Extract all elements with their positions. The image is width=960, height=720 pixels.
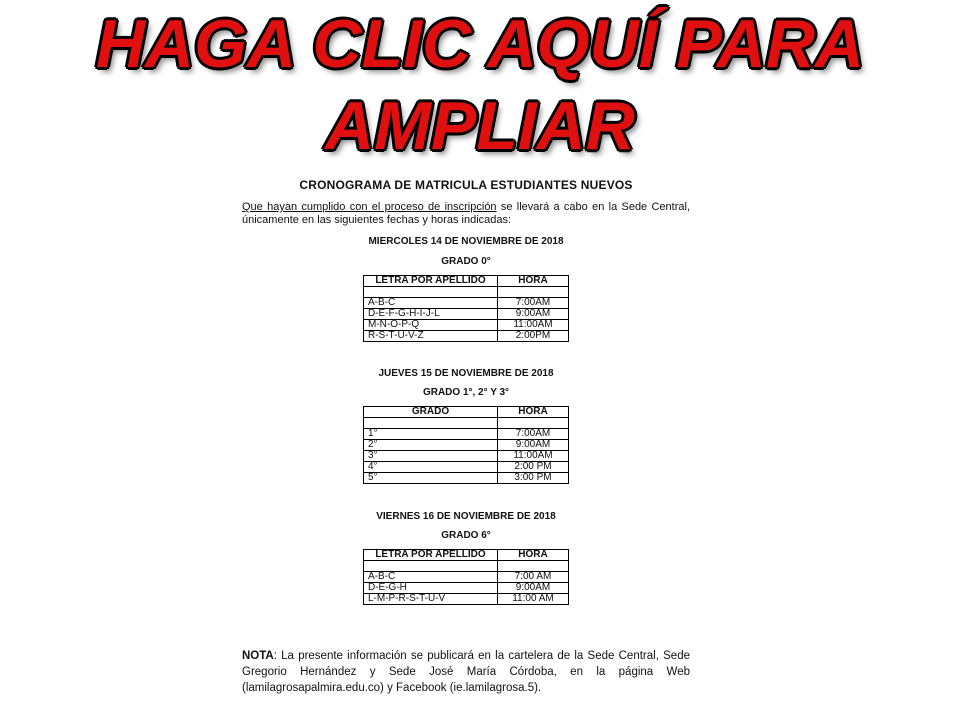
table-cell: 11:00AM [498,451,569,462]
section-grade: GRADO 6° [441,530,491,541]
enlarge-banner-line-1[interactable]: HAGA CLIC AQUÍ PARA [95,6,865,82]
table-row [364,462,569,473]
table-row [364,583,569,594]
table-cell: 7:00 AM [498,572,569,583]
document-intro [242,201,690,227]
table-row [364,331,569,342]
table-row [364,320,569,331]
table-row [364,594,569,605]
table-row [364,572,569,583]
table-header: HORA [498,550,569,561]
table-cell: D-E-F-G-H-I-J-L [364,309,498,320]
table-blank-row [364,418,569,429]
table-header-row [364,550,569,561]
table-cell: 7:00AM [498,429,569,440]
table-cell: D-E-G-H [364,583,498,594]
section-grade: GRADO 1°, 2° Y 3° [422,387,510,398]
table-row [364,309,569,320]
note-text: : La presente información se publicará en la cartelera de la Sede Central, Sede Gregorio Hernández y Sede José María Córdoba, en la página Web (lamilagrosapalmira.edu.co) y Facebook (ie.lamilagrosa.5). [242,650,690,694]
schedule-table [363,275,569,342]
table-row [364,440,569,451]
note-label: NOTA [242,650,274,662]
table-header: HORA [498,276,569,287]
table-cell: 9:00AM [498,309,569,320]
table-blank-row [364,561,569,572]
document-title: CRONOGRAMA DE MATRICULA ESTUDIANTES NUEVOS [299,178,633,192]
table-cell: 3:00 PM [498,473,569,484]
table-blank-row [364,287,569,298]
table-row [364,298,569,309]
table-header: GRADO [364,407,498,418]
table-cell: 2° [364,440,498,451]
table-cell: A-B-C [364,572,498,583]
table-header: HORA [498,407,569,418]
table-cell: 7:00AM [498,298,569,309]
table-cell: 9:00AM [498,440,569,451]
note-paragraph [242,648,690,696]
table-header: LETRA POR APELLIDO [364,276,498,287]
table-cell: 9:00AM [498,583,569,594]
schedule-table [363,406,569,484]
table-cell: 11:00AM [498,320,569,331]
table-row [364,473,569,484]
table-cell: 4° [364,462,498,473]
table-row [364,451,569,462]
section-date: JUEVES 15 DE NOVIEMBRE DE 2018 [378,368,554,379]
table-cell: 2:00PM [498,331,569,342]
table-cell: 1° [364,429,498,440]
table-cell: 2:00 PM [498,462,569,473]
table-cell: 5° [364,473,498,484]
table-header: LETRA POR APELLIDO [364,550,498,561]
table-cell: A-B-C [364,298,498,309]
schedule-table [363,549,569,605]
table-header-row [364,407,569,418]
section-date: MIERCOLES 14 DE NOVIEMBRE DE 2018 [368,236,564,247]
enlarge-banner-line-2[interactable]: AMPLIAR [325,88,635,164]
table-cell: L-M-P-R-S-T-U-V [364,594,498,605]
table-cell: M-N-O-P-Q [364,320,498,331]
table-row [364,429,569,440]
section-date: VIERNES 16 DE NOVIEMBRE DE 2018 [376,511,556,522]
table-cell: R-S-T-U-V-Z [364,331,498,342]
section-grade: GRADO 0° [441,256,491,267]
table-header-row [364,276,569,287]
table-cell: 11:00 AM [498,594,569,605]
intro-rest: se llevará a cabo en la Sede Central, únicamente en las siguientes fechas y horas indicadas: [242,201,690,226]
table-cell: 3° [364,451,498,462]
intro-underlined: Que hayan cumplido con el proceso de inscripción [242,201,497,213]
